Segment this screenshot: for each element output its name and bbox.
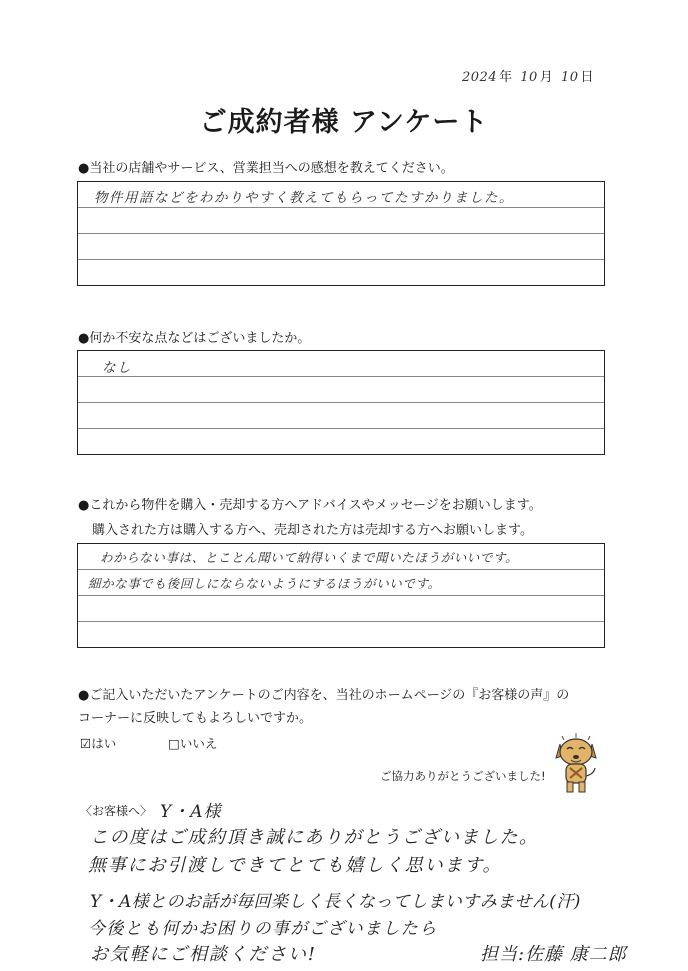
date-day-unit: 日: [580, 70, 595, 85]
answer-box-3: [77, 543, 605, 648]
answer-1-line-1: 物件用語などをわかりやすく教えてもらってたすかりました。: [94, 190, 514, 206]
checkbox-empty-icon[interactable]: □: [168, 736, 180, 751]
message-line-2: 無事にお引渡しできてとても嬉しく思います。: [88, 855, 503, 876]
question-2: ●何か不安な点などはございましたか。: [78, 331, 311, 346]
survey-date: [462, 66, 597, 85]
answer-rule: [78, 259, 604, 260]
answer-3-line-2: 細かな事でも後回しにならないようにするほうがいいです。: [88, 576, 441, 591]
date-month-unit: 月: [539, 70, 554, 85]
page-title: ご成約者様 アンケート: [199, 107, 489, 138]
message-label: 〈お客様へ〉: [80, 804, 153, 818]
answer-box-2: [77, 350, 605, 455]
message-line-5: お気軽にご相談ください!: [90, 944, 317, 965]
answer-rule: [78, 402, 604, 403]
answer-rule: [78, 595, 604, 596]
thanks-message: ご協力ありがとうございました!: [380, 769, 546, 783]
consent-yes-label: はい: [91, 736, 117, 751]
message-line-4: 今後とも何かお困りの事がございましたら: [88, 919, 438, 939]
date-year: 2024: [462, 70, 498, 85]
date-month: 10: [520, 70, 538, 85]
answer-2-line-1: なし: [102, 360, 132, 376]
date-year-unit: 年: [499, 70, 513, 85]
consent-no-label: いいえ: [179, 736, 218, 751]
message-line-3: Y・A様とのお話が毎回楽しく長くなってしまいすみません(汗): [90, 892, 581, 912]
message-line-1: この度はご成約頂き誠にありがとうございました。: [90, 827, 539, 848]
answer-3-line-1: わからない事は、とことん聞いて納得いくまで聞いたほうがいいです。: [100, 550, 519, 565]
answer-rule: [78, 376, 604, 377]
consent-yes-option[interactable]: [80, 734, 116, 752]
dog-mascot-icon: [552, 732, 600, 794]
message-recipient: Y・A様: [160, 802, 222, 822]
question-3-line-2: 購入された方は購入する方へ、売却された方は売却する方へお願いします。: [92, 523, 533, 538]
answer-rule: [78, 233, 604, 234]
answer-rule: [78, 207, 604, 208]
date-day: 10: [560, 70, 579, 85]
answer-box-1: [77, 181, 605, 286]
answer-rule: [78, 621, 604, 622]
consent-no-option[interactable]: [168, 734, 217, 752]
answer-rule: [78, 569, 604, 570]
question-1: ●当社の店舗やサービス、営業担当への感想を教えてください。: [78, 161, 454, 176]
answer-rule: [78, 428, 604, 429]
question-3-line-1: ●これから物件を購入・売却する方へアドバイスやメッセージをお願いします。: [78, 498, 542, 513]
consent-question-line-1: ●ご記入いただいたアンケートのご内容を、当社のホームページの『お客様の声』の: [78, 688, 570, 703]
message-signature: 担当:佐藤 康二郎: [480, 944, 627, 965]
consent-question-line-2: コーナーに反映してもよろしいですか。: [78, 711, 313, 726]
checkbox-checked-icon[interactable]: ☑: [80, 736, 92, 751]
